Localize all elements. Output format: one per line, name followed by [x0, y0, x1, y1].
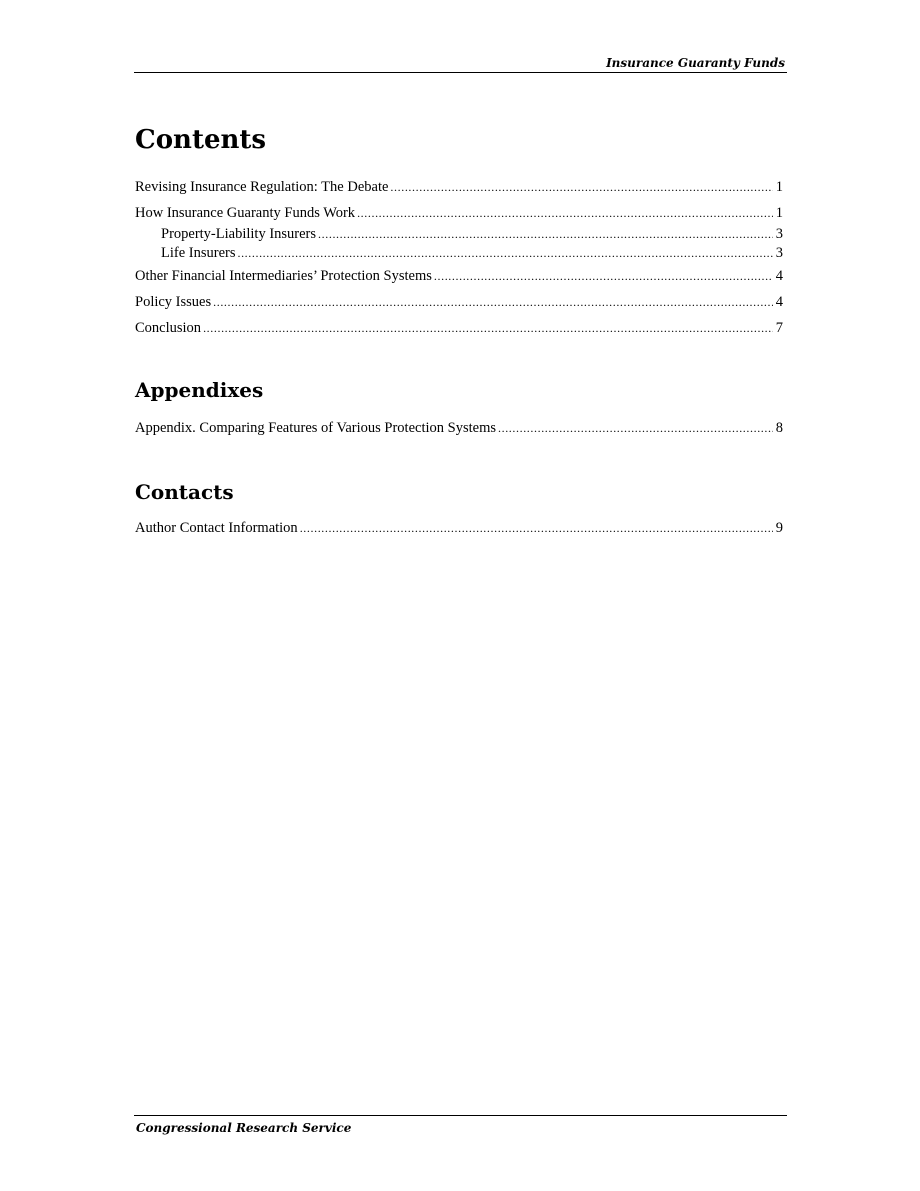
appendixes-heading: Appendixes — [135, 378, 264, 402]
toc-entry-how-guaranty-funds-work[interactable] — [135, 204, 783, 222]
toc-entry-label: Policy Issues — [135, 294, 212, 310]
toc-leader-dots — [318, 225, 773, 243]
toc-leader-dots — [498, 419, 773, 437]
toc-entry-appendix-comparing-features[interactable] — [135, 419, 783, 437]
toc-page-number: 8 — [775, 420, 783, 436]
toc-entry-life-insurers[interactable] — [161, 244, 783, 262]
toc-page-number: 1 — [775, 205, 783, 221]
toc-entry-property-liability-insurers[interactable] — [161, 225, 783, 243]
toc-page-number: 9 — [775, 520, 783, 536]
toc-page-number: 3 — [775, 245, 783, 261]
toc-leader-dots — [390, 178, 772, 196]
toc-leader-dots — [237, 244, 772, 262]
toc-entry-policy-issues[interactable] — [135, 293, 783, 311]
header-rule — [134, 72, 787, 73]
toc-entry-label: How Insurance Guaranty Funds Work — [135, 205, 356, 221]
footer-rule — [134, 1115, 787, 1116]
toc-entry-label: Life Insurers — [161, 245, 236, 261]
toc-entry-revising-insurance-regulation[interactable] — [135, 178, 783, 196]
toc-entry-author-contact-information[interactable] — [135, 519, 783, 537]
toc-leader-dots — [434, 267, 773, 285]
toc-entry-label: Appendix. Comparing Features of Various Protection Systems — [135, 420, 496, 436]
toc-page-number: 7 — [775, 320, 783, 336]
toc-leader-dots — [357, 204, 773, 222]
contents-heading: Contents — [135, 125, 267, 155]
toc-leader-dots — [213, 293, 773, 311]
toc-entry-label: Property-Liability Insurers — [161, 226, 317, 242]
toc-page-number: 4 — [775, 294, 783, 310]
contacts-heading: Contacts — [135, 480, 234, 504]
toc-page-number: 4 — [775, 268, 783, 284]
toc-entry-label: Revising Insurance Regulation: The Debate — [135, 179, 389, 195]
toc-entry-label: Other Financial Intermediaries’ Protection Systems — [135, 268, 432, 284]
toc-page-number: 3 — [775, 226, 783, 242]
running-header-title: Insurance Guaranty Funds — [606, 56, 785, 70]
toc-leader-dots — [203, 319, 773, 337]
toc-leader-dots — [300, 519, 773, 537]
toc-entry-label: Author Contact Information — [135, 520, 298, 536]
toc-entry-conclusion[interactable] — [135, 319, 783, 337]
footer-publisher: Congressional Research Service — [136, 1121, 352, 1135]
toc-page-number: 1 — [775, 179, 783, 195]
toc-entry-label: Conclusion — [135, 320, 202, 336]
toc-entry-other-intermediaries[interactable] — [135, 267, 783, 285]
